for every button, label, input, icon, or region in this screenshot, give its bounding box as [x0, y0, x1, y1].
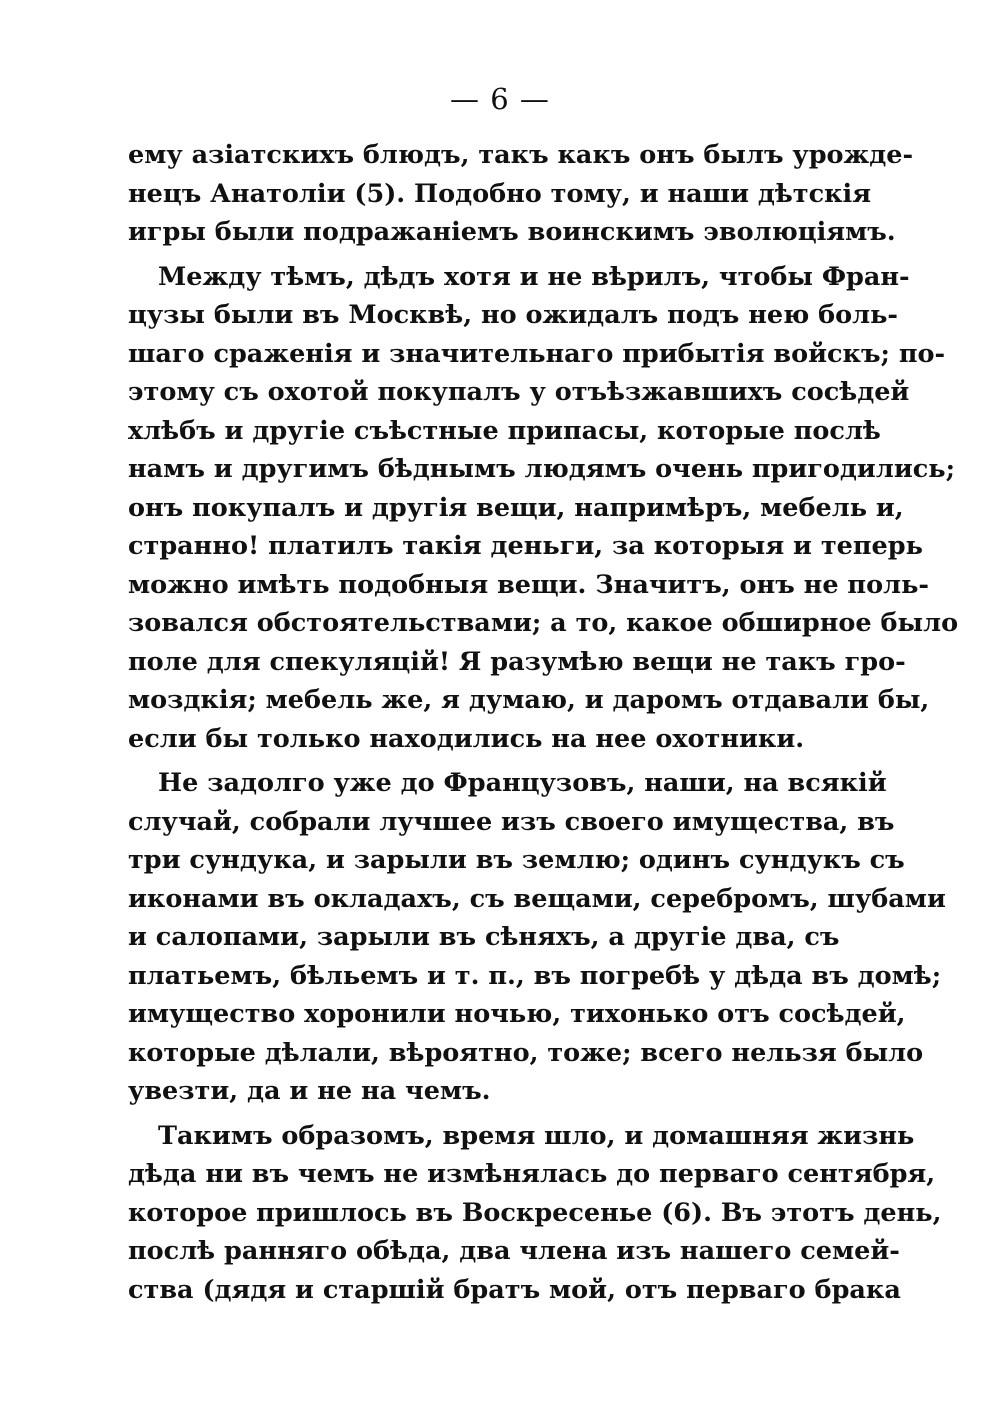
text-line: ства (дядя и старшій братъ мой, отъ перваго брака — [128, 1274, 901, 1305]
text-line: шаго сраженія и значительнаго прибытія войскъ; по- — [128, 338, 946, 369]
text-line: которое пришлось въ Воскресенье (6). Въ этотъ день, — [128, 1197, 942, 1228]
text-line: Не задолго уже до Французовъ, наши, на всякій — [158, 768, 887, 798]
text-line: цузы были въ Москвѣ, но ожидалъ подъ нею боль- — [128, 300, 899, 330]
paragraph — [128, 764, 946, 1111]
page-number: — 6 — — [450, 82, 550, 116]
text-line: случай, собрали лучшее изъ своего имущества, въ — [128, 806, 895, 837]
text-line: намъ и другимъ бѣднымъ людямъ очень пригодились; — [128, 454, 955, 484]
text-line: иконами въ окладахъ, съ вещами, серебромъ, шубами — [128, 883, 946, 914]
text-line: хлѣбъ и другіе съѣстные припасы, которые послѣ — [128, 415, 881, 446]
text-line: странно! платилъ такія деньги, за которыя и теперь — [128, 531, 923, 561]
text-line: зовался обстоятельствами; а то, какое обширное было — [128, 608, 959, 638]
text-line: если бы только находились на нее охотники. — [128, 723, 805, 754]
text-line: и салопами, зарыли въ сѣняхъ, а другіе два, съ — [128, 922, 840, 952]
page-text — [128, 136, 959, 1315]
text-line: дѣда ни въ чемъ не измѣнялась до перваго сентября, — [128, 1159, 936, 1189]
text-line: послѣ ранняго обѣда, два члена изъ нашего семей- — [128, 1236, 900, 1266]
text-line: имущество хоронили ночью, тихонько отъ сосѣдей, — [128, 999, 906, 1029]
text-line: поле для спекуляцій! Я разумѣю вещи не такъ гро- — [128, 646, 906, 677]
paragraph — [128, 258, 959, 759]
text-line: моздкія; мебель же, я думаю, и даромъ отдавали бы, — [128, 685, 930, 715]
text-line: Такимъ образомъ, время шло, и домашняя жизнь — [158, 1120, 915, 1151]
text-line: нецъ Анатоліи (5). Подобно тому, и наши дѣтскія — [128, 178, 872, 209]
text-line: этому съ охотой покупалъ у отъѣзжавшихъ сосѣдей — [128, 377, 910, 407]
text-line: можно имѣть подобныя вещи. Значитъ, онъ не поль- — [128, 569, 929, 600]
text-line: три сундука, и зарыли въ землю; одинъ сундукъ съ — [128, 845, 905, 875]
text-line: игры были подражаніемъ воинскимъ эволюціямъ. — [128, 217, 896, 247]
text-line: увезти, да и не на чемъ. — [128, 1076, 491, 1106]
text-line: Между тѣмъ, дѣдъ хотя и не вѣрилъ, чтобы Фран- — [158, 261, 910, 292]
paragraph — [128, 136, 914, 252]
text-line: которые дѣлали, вѣроятно, тоже; всего нельзя было — [128, 1037, 924, 1068]
text-line: ему азіатскихъ блюдъ, такъ какъ онъ былъ урожде- — [128, 140, 914, 170]
paragraph — [128, 1117, 942, 1310]
text-line: платьемъ, бѣльемъ и т. п., въ погребѣ у дѣда въ домѣ; — [128, 960, 942, 991]
text-line: онъ покупалъ и другія вещи, напримѣръ, мебель и, — [128, 492, 904, 523]
